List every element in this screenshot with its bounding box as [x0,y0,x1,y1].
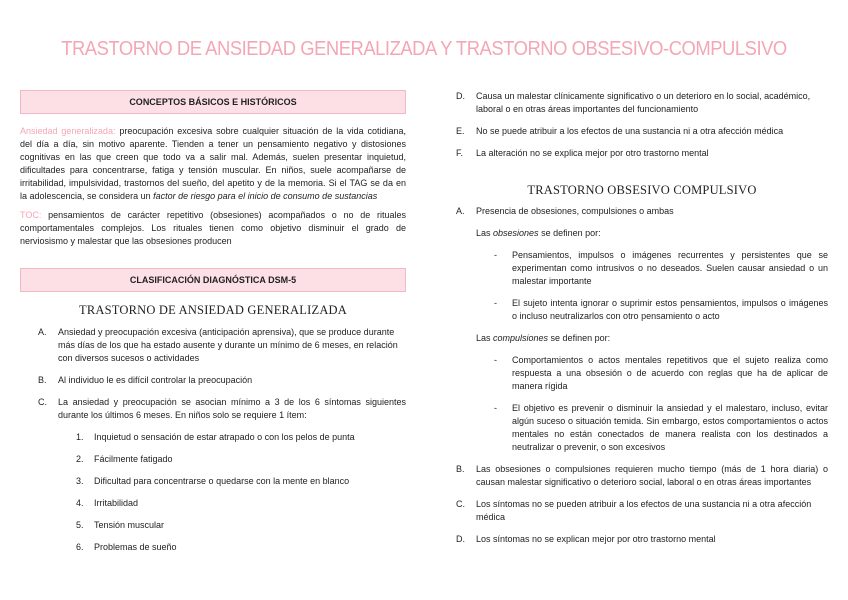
dash-marker: - [494,355,497,365]
toc-definition [20,209,406,248]
criterion-text: Las obsesiones o compulsiones requieren mucho tiempo (más de 1 hora diaria) o causan malestar significativo o deterioro social, laboral o en otras áreas importantes [476,464,828,487]
symptom-number: 5. [76,520,84,530]
intro-text: Las [476,228,494,238]
criterion-text: Ansiedad y preocupación excesiva (anticipación aprensiva), que se produce durante más días de los que ha estado ausente y durante un mínimo de 6 meses, en relación con diversos sucesos o actividades [58,327,398,363]
compulsion-item [456,402,828,454]
toc-definition-text: pensamientos de carácter repetitivo (obsesiones) acompañados o no de rituales comportamentales complejos. Los rituales tienen como objetivo disminuir el grado de nerviosismo y malestar que las obsesiones producen [20,210,406,246]
symptom-text: Fácilmente fatigado [94,454,173,464]
criterion-marker: C. [456,499,465,509]
symptom-number: 2. [76,454,84,464]
criterion-text: Al individuo le es difícil controlar la preocupación [58,375,253,385]
criterion-text: Los síntomas no se pueden atribuir a los efectos de una sustancia ni a otra afección médica [476,499,812,522]
intro-text: Las [476,333,494,343]
criterion-b [20,374,406,387]
obsessions-word: obsesiones [493,228,539,238]
symptom-item [20,431,406,444]
criterion-marker: E. [456,126,465,136]
compulsions-intro [456,332,828,345]
toc-criterion-a [456,205,828,218]
symptom-text: Problemas de sueño [94,542,177,552]
dash-marker: - [494,298,497,308]
criterion-marker: D. [456,91,465,101]
symptom-item [20,519,406,532]
symptom-text: Irritabilidad [94,498,139,508]
toc-criterion-d [456,533,828,546]
criterion-e [456,125,828,138]
criterion-a [20,326,406,365]
criterion-text: La alteración no se explica mejor por otro trastorno mental [476,148,709,158]
tag-term: Ansiedad generalizada: [20,126,116,136]
criterion-marker: F. [456,148,464,158]
compulsions-word: compulsiones [493,333,549,343]
tag-risk-factor: factor de riesgo para el inicio de consumo de sustancias [153,191,378,201]
obsession-item [456,249,828,288]
dash-marker: - [494,250,497,260]
symptom-text: Tensión muscular [94,520,165,530]
tag-subheading: TRASTORNO DE ANSIEDAD GENERALIZADA [78,303,348,317]
dash-marker: - [494,403,497,413]
symptom-number: 6. [76,542,84,552]
intro-text: se definen por: [548,333,611,343]
page-title: TRASTORNO DE ANSIEDAD GENERALIZADA Y TRASTORNO OBSESIVO-COMPULSIVO [61,38,787,60]
symptom-item [20,541,406,554]
toc-criterion-b [456,463,828,489]
toc-criterion-c [456,498,828,524]
criterion-text: No se puede atribuir a los efectos de una sustancia ni a otra afección médica [476,126,784,136]
tag-definition [20,125,406,203]
symptom-number: 1. [76,432,84,442]
criterion-text: Causa un malestar clínicamente significativo o un deterioro en lo social, académico, laboral o en otras áreas importantes del funcionamiento [476,91,811,114]
obsession-item [456,297,828,323]
obsession-text: Pensamientos, impulsos o imágenes recurrentes y persistentes que se experimentan como intrusivos o no deseados. Suelen causar ansiedad o un malestar importante [512,250,828,286]
criterion-marker: A. [456,206,465,216]
left-column [20,90,406,554]
symptom-item [20,497,406,510]
tag-definition-text: preocupación excesiva sobre cualquier situación de la vida cotidiana, del día a día, sin motivo aparente. Tienden a tener un pensamiento negativo y distosiones cognitivas en las que creen que todo va a salir mal. Además, suelen presentar inquietud, dificultades para concentrarse, fatiga y tensión muscular. En niños, suele acompañarse de irritabilidad, impulsividad, trastornos del sueño, del apetito y de la memoria. Si el TAG se da en la adolescencia, se considera un [20,126,406,201]
compulsion-text: El objetivo es prevenir o disminuir la ansiedad y el malestaro, incluso, evitar algún suceso o situación temida. Sin embargo, estos comportamientos o actos mentales no están conectados de manera realista con los destinados a neutralizar o prevenir, o son excesivos [512,403,828,452]
obsession-text: El sujeto intenta ignorar o suprimir estos pensamientos, impulsos o imágenes o incluso neutralizarlos con otro pensamiento o acto [512,298,828,321]
criterion-text: La ansiedad y preocupación se asocian mínimo a 3 de los 6 síntomas siguientes durante los últimos 6 meses. En niños solo se requiere 1 ítem: [58,397,406,420]
toc-term: TOC: [20,210,42,220]
criterion-text: Presencia de obsesiones, compulsiones o ambas [476,206,674,216]
symptom-text: Dificultad para concentrarse o quedarse con la mente en blanco [94,476,350,486]
obsessions-intro [456,227,828,240]
symptom-item [20,453,406,466]
criterion-text: Los síntomas no se explican mejor por otro trastorno mental [476,534,716,544]
criterion-marker: A. [38,327,47,337]
compulsion-text: Comportamientos o actos mentales repetitivos que el sujeto realiza como respuesta a una obsesión o de acuerdo con reglas que ha de aplicar de manera rígida [512,355,828,391]
symptom-item [20,475,406,488]
criterion-f [456,147,828,160]
symptom-text: Inquietud o sensación de estar atrapado o con los pelos de punta [94,432,355,442]
criterion-marker: C. [38,397,47,407]
criterion-marker: D. [456,534,465,544]
symptom-number: 3. [76,476,84,486]
criterion-c [20,396,406,422]
criterion-d [456,90,828,116]
toc-subheading: TRASTORNO OBSESIVO COMPULSIVO [527,183,757,197]
compulsion-item [456,354,828,393]
intro-text: se definen por: [538,228,601,238]
right-column [456,90,828,546]
criterion-marker: B. [38,375,47,385]
section-band-dsm5: CLASIFICACIÓN DIAGNÓSTICA DSM-5 [20,268,406,292]
section-band-concepts: CONCEPTOS BÁSICOS E HISTÓRICOS [20,90,406,114]
symptom-number: 4. [76,498,84,508]
criterion-marker: B. [456,464,465,474]
